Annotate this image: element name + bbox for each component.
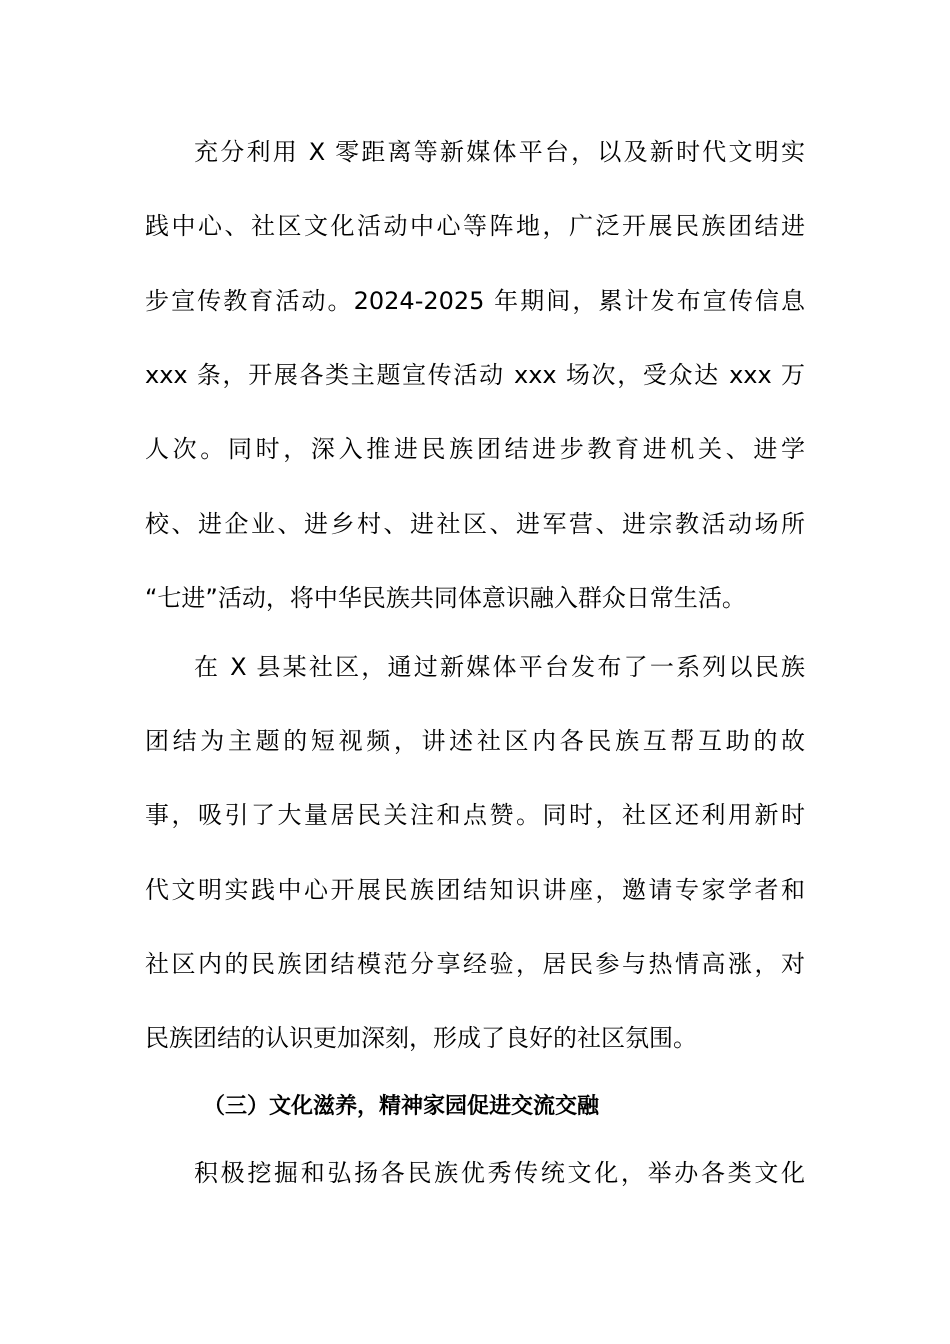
- paragraph-1-line-2: 践中心、社区文化活动中心等阵地，广泛开展民族团结进: [145, 212, 805, 240]
- paragraph-2-line-4: 代文明实践中心开展民族团结知识讲座，邀请专家学者和: [145, 876, 805, 904]
- paragraph-2-line-6: 民族团结的认识更加深刻，形成了良好的社区氛围。: [145, 1024, 697, 1052]
- paragraph-1-line-1: 充分利用 X 零距离等新媒体平台，以及新时代文明实: [194, 138, 805, 166]
- paragraph-3-line-1: 积极挖掘和弘扬各民族优秀传统文化，举办各类文化: [194, 1159, 805, 1187]
- paragraph-2-line-5: 社区内的民族团结模范分享经验，居民参与热情高涨，对: [145, 950, 805, 978]
- paragraph-2-line-2: 团结为主题的短视频，讲述社区内各民族互帮互助的故: [145, 727, 805, 755]
- paragraph-1-line-6: 校、进企业、进乡村、进社区、进军营、进宗教活动场所: [145, 510, 805, 538]
- paragraph-2-line-3: 事，吸引了大量居民关注和点赞。同时，社区还利用新时: [145, 801, 805, 829]
- section-heading: （三）文化滋养，精神家园促进交流交融: [203, 1094, 600, 1119]
- paragraph-1-line-7: “七进”活动，将中华民族共同体意识融入群众日常生活。: [145, 584, 746, 612]
- paragraph-2-line-1: 在 X 县某社区，通过新媒体平台发布了一系列以民族: [194, 653, 805, 681]
- paragraph-1-line-4: xxx 条，开展各类主题宣传活动 xxx 场次，受众达 xxx 万: [145, 361, 805, 389]
- paragraph-1-line-5: 人次。同时，深入推进民族团结进步教育进机关、进学: [145, 435, 805, 463]
- paragraph-1-line-3: 步宣传教育活动。2024-2025 年期间，累计发布宣传信息: [145, 287, 805, 315]
